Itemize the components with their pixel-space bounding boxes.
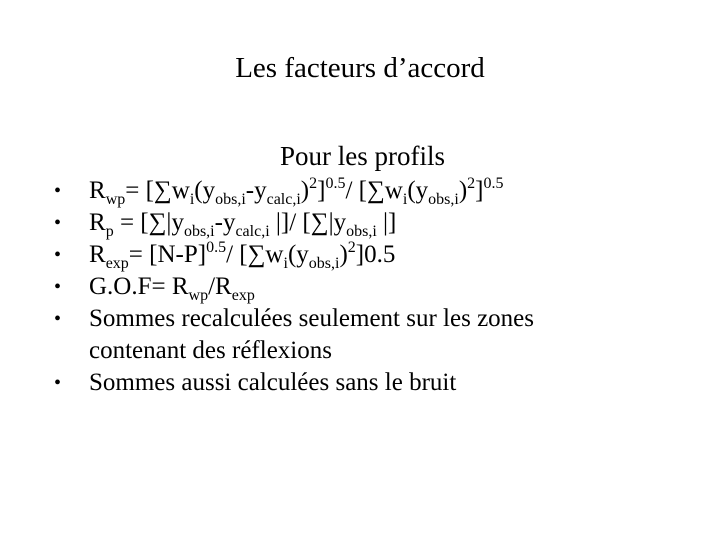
rp-text: -y — [214, 209, 236, 236]
gof-subscript: wp — [188, 287, 209, 304]
rp-subscript: obs,i — [183, 223, 215, 240]
rexp-text: = [N-P] — [128, 241, 207, 268]
rexp-subscript: exp — [105, 255, 129, 272]
bullet-sommes-bruit — [54, 367, 684, 399]
bullet-rexp-formula — [54, 239, 684, 272]
rexp-text: ]0.5 — [355, 241, 396, 268]
rexp-text: ) — [339, 241, 348, 268]
slide-title: Les facteurs d’accord — [235, 52, 485, 84]
bullet-rp-formula — [54, 207, 684, 240]
rwp-subscript: i — [402, 191, 408, 208]
rexp-superscript: 2 — [347, 239, 356, 256]
rp-subscript: p — [105, 223, 114, 240]
slide-subtitle: Pour les profils — [280, 141, 445, 171]
rwp-superscript: 0.5 — [325, 175, 346, 192]
rwp-text: = [∑w — [125, 177, 190, 204]
sommes-zones-line2: contenant des réflexions — [89, 337, 332, 364]
bullet-sommes-zones — [54, 303, 684, 367]
rwp-subscript: wp — [105, 191, 126, 208]
rwp-subscript: i — [189, 191, 195, 208]
rwp-text: -y — [245, 177, 267, 204]
rp-subscript: calc,i — [235, 223, 270, 240]
rp-text: = [∑|y — [113, 209, 184, 236]
rexp-text: R — [89, 241, 106, 268]
rwp-text: / [∑w — [345, 177, 403, 204]
sommes-bruit-text: Sommes aussi calculées sans le bruit — [89, 369, 457, 396]
rexp-text: / [∑w — [226, 241, 284, 268]
rp-text: R — [89, 209, 106, 236]
rwp-text: R — [89, 177, 106, 204]
rwp-subscript: obs,i — [428, 191, 459, 208]
rwp-superscript: 0.5 — [483, 175, 504, 192]
bullet-icon: • — [54, 308, 62, 330]
bullet-icon: • — [54, 212, 62, 234]
bullet-gof-formula — [54, 271, 684, 304]
rwp-text: ) — [458, 177, 468, 204]
rwp-text: ] — [475, 177, 484, 204]
rwp-text: (y — [407, 177, 429, 204]
gof-text: /R — [208, 273, 232, 300]
rwp-text: ) — [300, 177, 310, 204]
rp-text: |] — [376, 209, 397, 236]
rwp-text: (y — [194, 177, 216, 204]
sommes-zones-line1: Sommes recalculées seulement sur les zones — [89, 305, 534, 332]
rwp-superscript: 2 — [309, 175, 318, 192]
rexp-subscript: i — [283, 255, 288, 272]
gof-subscript: exp — [231, 287, 255, 304]
bullet-list — [54, 175, 684, 399]
bullet-icon: • — [54, 244, 62, 266]
rwp-text: ] — [317, 177, 326, 204]
bullet-icon: • — [54, 276, 62, 298]
bullet-icon: • — [54, 180, 62, 202]
rp-text: |]/ [∑|y — [269, 209, 347, 236]
bullet-icon: • — [54, 372, 62, 394]
rwp-subscript: calc,i — [266, 191, 301, 208]
rexp-superscript: 0.5 — [206, 239, 227, 256]
rp-subscript: obs,i — [346, 223, 377, 240]
rexp-subscript: obs,i — [308, 255, 340, 272]
gof-text: G.O.F= R — [89, 273, 189, 300]
rwp-superscript: 2 — [467, 175, 476, 192]
bullet-rwp-formula — [54, 175, 684, 208]
rexp-text: (y — [287, 241, 309, 268]
rwp-subscript: obs,i — [215, 191, 246, 208]
